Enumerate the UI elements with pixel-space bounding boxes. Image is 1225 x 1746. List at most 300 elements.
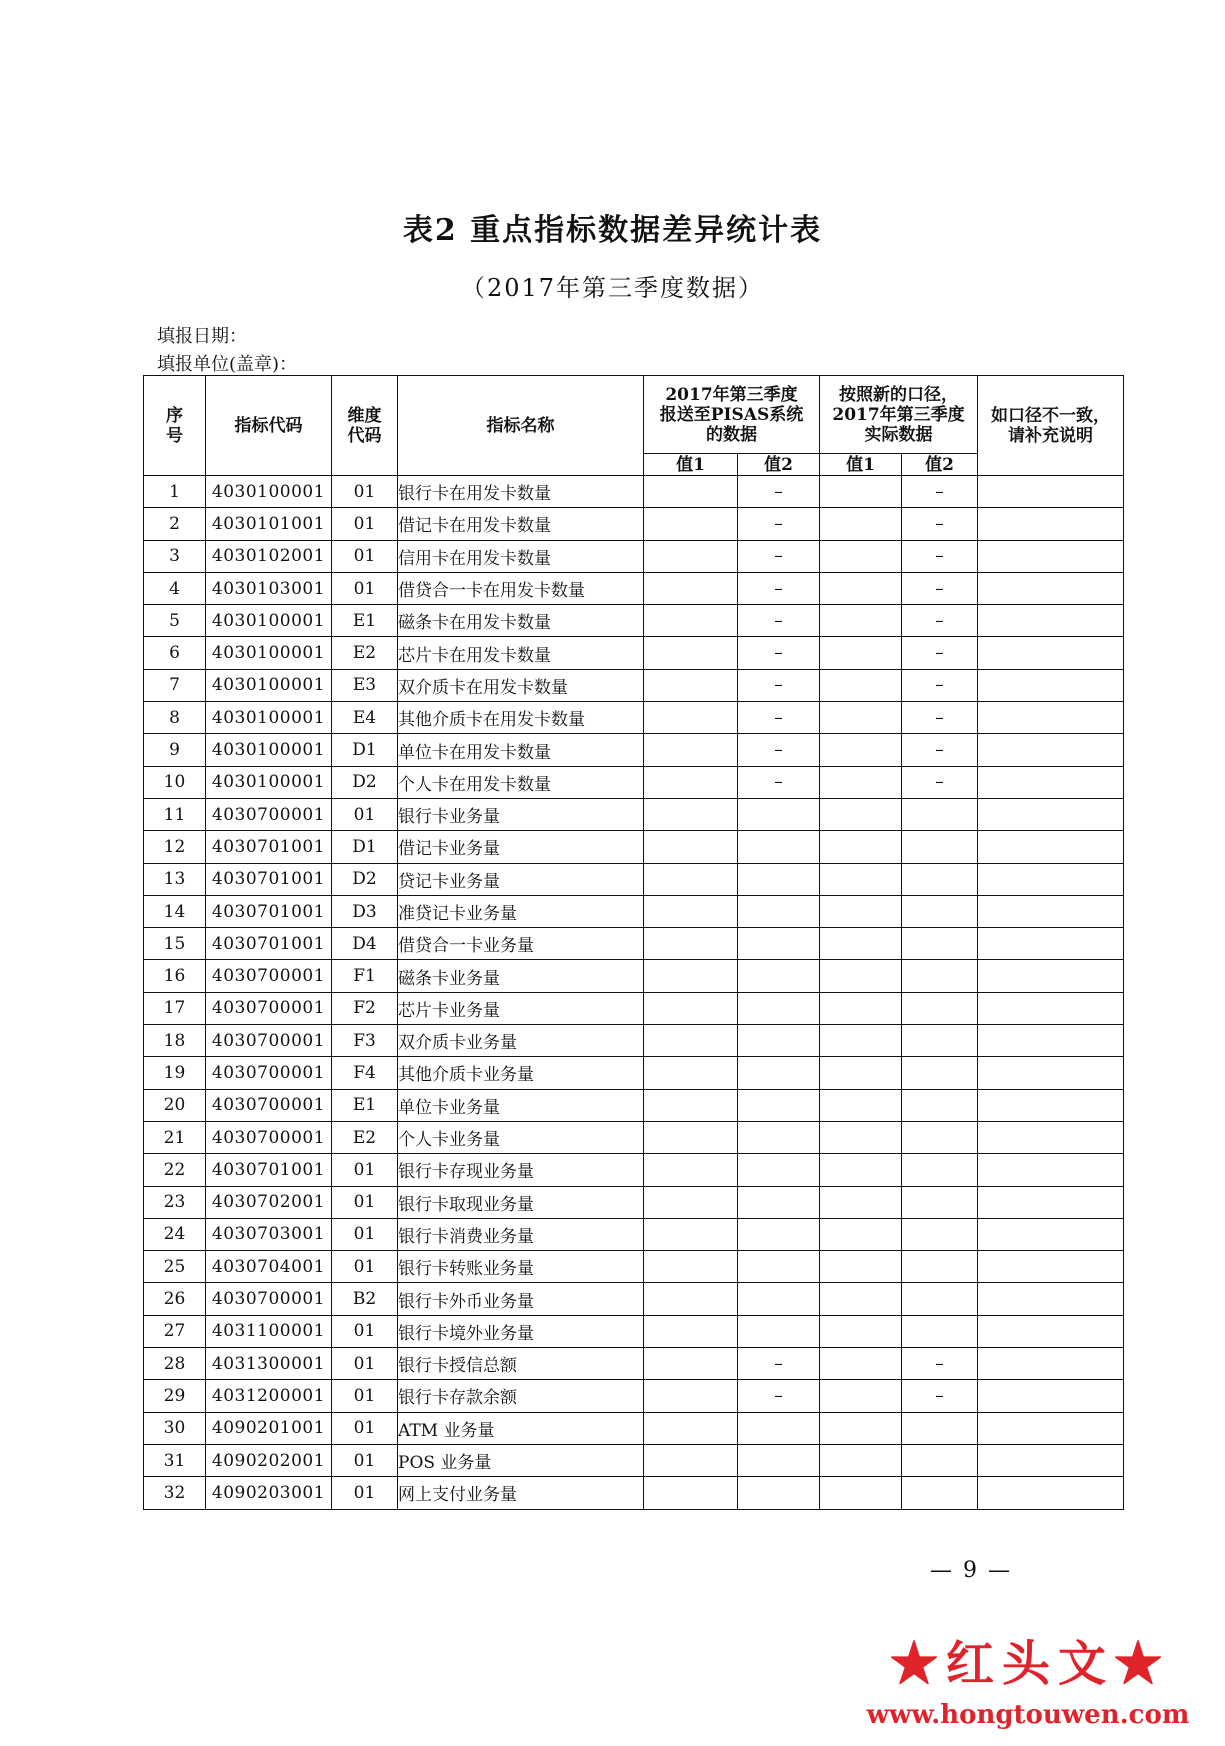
row-pisas-value1[interactable] — [644, 702, 738, 734]
row-dimension-code: 01 — [332, 1444, 398, 1476]
row-pisas-value1[interactable] — [644, 1444, 738, 1476]
row-indicator-name: 银行卡转账业务量 — [398, 1251, 644, 1283]
row-note[interactable] — [978, 766, 1124, 798]
row-new-value1[interactable] — [820, 1121, 902, 1153]
row-seq: 9 — [144, 734, 206, 766]
row-new-value1[interactable] — [820, 992, 902, 1024]
table-row — [144, 1348, 1124, 1380]
row-indicator-code: 4030700001 — [206, 992, 332, 1024]
row-new-value1[interactable] — [820, 508, 902, 540]
row-dimension-code: B2 — [332, 1283, 398, 1315]
table-row — [144, 831, 1124, 863]
table-row — [144, 540, 1124, 572]
fill-unit-label: 填报单位(盖章)： — [157, 354, 298, 375]
row-new-value2: – — [902, 637, 978, 669]
row-note[interactable] — [978, 1057, 1124, 1089]
row-pisas-value2[interactable] — [738, 798, 820, 830]
row-pisas-value2[interactable] — [738, 1251, 820, 1283]
row-new-value1[interactable] — [820, 831, 902, 863]
row-indicator-name: 信用卡在用发卡数量 — [398, 540, 644, 572]
row-new-value1[interactable] — [820, 1186, 902, 1218]
row-seq: 17 — [144, 992, 206, 1024]
row-new-value1[interactable] — [820, 863, 902, 895]
table-row — [144, 1412, 1124, 1444]
row-pisas-value2[interactable] — [738, 1121, 820, 1153]
table-row — [144, 1251, 1124, 1283]
row-new-value1[interactable] — [820, 1315, 902, 1347]
row-note[interactable] — [978, 540, 1124, 572]
table-row — [144, 1380, 1124, 1412]
row-pisas-value2[interactable] — [738, 1218, 820, 1250]
row-new-value2[interactable] — [902, 1477, 978, 1509]
header-code: 指标代码 — [206, 376, 332, 476]
row-pisas-value1[interactable] — [644, 992, 738, 1024]
row-pisas-value1[interactable] — [644, 960, 738, 992]
row-new-value2: – — [902, 572, 978, 604]
table-row — [144, 928, 1124, 960]
row-pisas-value1[interactable] — [644, 572, 738, 604]
row-dimension-code: F2 — [332, 992, 398, 1024]
table-row — [144, 960, 1124, 992]
table-row — [144, 1154, 1124, 1186]
row-indicator-code: 4030102001 — [206, 540, 332, 572]
row-new-value2[interactable] — [902, 1057, 978, 1089]
row-new-value2: – — [902, 476, 978, 508]
row-indicator-code: 4030700001 — [206, 1283, 332, 1315]
row-new-value1[interactable] — [820, 669, 902, 701]
row-indicator-name: 借记卡业务量 — [398, 831, 644, 863]
row-note[interactable] — [978, 1412, 1124, 1444]
row-pisas-value1[interactable] — [644, 605, 738, 637]
row-pisas-value1[interactable] — [644, 669, 738, 701]
row-pisas-value1[interactable] — [644, 1477, 738, 1509]
row-pisas-value2[interactable] — [738, 1154, 820, 1186]
row-pisas-value1[interactable] — [644, 1218, 738, 1250]
row-new-value2: – — [902, 1380, 978, 1412]
row-pisas-value1[interactable] — [644, 831, 738, 863]
row-indicator-code: 4090201001 — [206, 1412, 332, 1444]
row-indicator-name: 银行卡消费业务量 — [398, 1218, 644, 1250]
row-new-value2[interactable] — [902, 831, 978, 863]
row-dimension-code: D2 — [332, 863, 398, 895]
row-new-value1[interactable] — [820, 960, 902, 992]
row-new-value2[interactable] — [902, 1412, 978, 1444]
row-note[interactable] — [978, 1251, 1124, 1283]
row-indicator-name: 准贷记卡业务量 — [398, 895, 644, 927]
row-pisas-value1[interactable] — [644, 476, 738, 508]
row-pisas-value2[interactable] — [738, 960, 820, 992]
table-row — [144, 1218, 1124, 1250]
row-indicator-name: POS 业务量 — [398, 1444, 644, 1476]
row-indicator-name: 银行卡存款余额 — [398, 1380, 644, 1412]
row-indicator-code: 4030701001 — [206, 928, 332, 960]
row-new-value2[interactable] — [902, 863, 978, 895]
row-new-value1[interactable] — [820, 605, 902, 637]
row-indicator-code: 4030100001 — [206, 605, 332, 637]
row-indicator-name: 银行卡取现业务量 — [398, 1186, 644, 1218]
row-pisas-value1[interactable] — [644, 798, 738, 830]
row-seq: 11 — [144, 798, 206, 830]
row-indicator-code: 4030701001 — [206, 895, 332, 927]
row-pisas-value2: – — [738, 540, 820, 572]
row-seq: 29 — [144, 1380, 206, 1412]
row-pisas-value2[interactable] — [738, 1444, 820, 1476]
row-indicator-name: 磁条卡业务量 — [398, 960, 644, 992]
table-row — [144, 1186, 1124, 1218]
header-group-new-caliber: 按照新的口径，2017年第三季度实际数据 — [820, 376, 978, 454]
row-indicator-code: 4090202001 — [206, 1444, 332, 1476]
row-new-value2[interactable] — [902, 1121, 978, 1153]
row-pisas-value1[interactable] — [644, 863, 738, 895]
row-indicator-code: 4030700001 — [206, 1025, 332, 1057]
row-pisas-value2[interactable] — [738, 831, 820, 863]
row-new-value2[interactable] — [902, 895, 978, 927]
row-dimension-code: 01 — [332, 1477, 398, 1509]
row-pisas-value2: – — [738, 605, 820, 637]
row-pisas-value1[interactable] — [644, 508, 738, 540]
row-new-value2: – — [902, 669, 978, 701]
row-dimension-code: 01 — [332, 1348, 398, 1380]
row-indicator-name: 磁条卡在用发卡数量 — [398, 605, 644, 637]
row-note[interactable] — [978, 1025, 1124, 1057]
row-note[interactable] — [978, 960, 1124, 992]
row-pisas-value2[interactable] — [738, 863, 820, 895]
table-row — [144, 1444, 1124, 1476]
row-indicator-code: 4030100001 — [206, 734, 332, 766]
table-row — [144, 702, 1124, 734]
row-seq: 2 — [144, 508, 206, 540]
header-pisas-val1: 值1 — [644, 454, 738, 476]
row-pisas-value1[interactable] — [644, 766, 738, 798]
row-indicator-name: 双介质卡业务量 — [398, 1025, 644, 1057]
row-new-value1[interactable] — [820, 1154, 902, 1186]
row-dimension-code: D1 — [332, 734, 398, 766]
row-new-value2[interactable] — [902, 1444, 978, 1476]
row-dimension-code: E2 — [332, 1121, 398, 1153]
row-note[interactable] — [978, 572, 1124, 604]
table-row — [144, 1477, 1124, 1509]
row-new-value1[interactable] — [820, 1057, 902, 1089]
row-note[interactable] — [978, 1348, 1124, 1380]
row-indicator-name: 银行卡境外业务量 — [398, 1315, 644, 1347]
row-new-value2: – — [902, 508, 978, 540]
row-pisas-value1[interactable] — [644, 1154, 738, 1186]
row-new-value2[interactable] — [902, 798, 978, 830]
row-pisas-value1[interactable] — [644, 1412, 738, 1444]
row-pisas-value2[interactable] — [738, 1025, 820, 1057]
row-pisas-value1[interactable] — [644, 1121, 738, 1153]
row-pisas-value1[interactable] — [644, 1186, 738, 1218]
row-dimension-code: F3 — [332, 1025, 398, 1057]
row-new-value2[interactable] — [902, 1154, 978, 1186]
row-new-value1[interactable] — [820, 702, 902, 734]
row-new-value1[interactable] — [820, 928, 902, 960]
row-new-value1[interactable] — [820, 540, 902, 572]
table-row — [144, 895, 1124, 927]
row-new-value1[interactable] — [820, 766, 902, 798]
row-indicator-name: 芯片卡在用发卡数量 — [398, 637, 644, 669]
row-new-value2[interactable] — [902, 960, 978, 992]
row-pisas-value2[interactable] — [738, 1057, 820, 1089]
row-pisas-value2: – — [738, 476, 820, 508]
row-new-value2[interactable] — [902, 1025, 978, 1057]
table-row — [144, 508, 1124, 540]
table-row — [144, 734, 1124, 766]
row-note[interactable] — [978, 637, 1124, 669]
row-new-value1[interactable] — [820, 1380, 902, 1412]
row-new-value2: – — [902, 734, 978, 766]
row-seq: 26 — [144, 1283, 206, 1315]
row-indicator-code: 4030101001 — [206, 508, 332, 540]
row-pisas-value2: – — [738, 734, 820, 766]
row-indicator-name: 借记卡在用发卡数量 — [398, 508, 644, 540]
row-indicator-code: 4030100001 — [206, 637, 332, 669]
row-indicator-code: 4030701001 — [206, 863, 332, 895]
row-pisas-value2[interactable] — [738, 1477, 820, 1509]
row-new-value2[interactable] — [902, 1186, 978, 1218]
table-row — [144, 1315, 1124, 1347]
row-indicator-code: 4030703001 — [206, 1218, 332, 1250]
row-indicator-name: 双介质卡在用发卡数量 — [398, 669, 644, 701]
row-dimension-code: 01 — [332, 1315, 398, 1347]
row-note[interactable] — [978, 1186, 1124, 1218]
row-indicator-name: 其他介质卡业务量 — [398, 1057, 644, 1089]
row-new-value2[interactable] — [902, 1218, 978, 1250]
row-new-value2: – — [902, 540, 978, 572]
row-note[interactable] — [978, 798, 1124, 830]
row-new-value1[interactable] — [820, 637, 902, 669]
row-seq: 16 — [144, 960, 206, 992]
table-row — [144, 637, 1124, 669]
header-name: 指标名称 — [398, 376, 644, 476]
row-dimension-code: F1 — [332, 960, 398, 992]
row-seq: 24 — [144, 1218, 206, 1250]
row-indicator-code: 4030100001 — [206, 766, 332, 798]
table-row — [144, 1283, 1124, 1315]
row-note[interactable] — [978, 1380, 1124, 1412]
row-pisas-value2[interactable] — [738, 1089, 820, 1121]
row-new-value1[interactable] — [820, 1251, 902, 1283]
row-dimension-code: 01 — [332, 508, 398, 540]
row-dimension-code: 01 — [332, 1251, 398, 1283]
row-seq: 10 — [144, 766, 206, 798]
row-seq: 30 — [144, 1412, 206, 1444]
row-pisas-value2: – — [738, 1380, 820, 1412]
row-new-value1[interactable] — [820, 476, 902, 508]
row-seq: 4 — [144, 572, 206, 604]
row-new-value1[interactable] — [820, 572, 902, 604]
table-row — [144, 1089, 1124, 1121]
row-indicator-name: 网上支付业务量 — [398, 1477, 644, 1509]
row-pisas-value2[interactable] — [738, 992, 820, 1024]
row-note[interactable] — [978, 1121, 1124, 1153]
row-indicator-name: 借贷合一卡业务量 — [398, 928, 644, 960]
row-note[interactable] — [978, 895, 1124, 927]
row-pisas-value1[interactable] — [644, 1348, 738, 1380]
row-pisas-value2[interactable] — [738, 928, 820, 960]
row-new-value1[interactable] — [820, 1218, 902, 1250]
row-dimension-code: 01 — [332, 1186, 398, 1218]
fill-date-label: 填报日期： — [157, 326, 247, 347]
row-new-value2: – — [902, 1348, 978, 1380]
row-pisas-value1[interactable] — [644, 1380, 738, 1412]
row-new-value2: – — [902, 702, 978, 734]
table-row — [144, 669, 1124, 701]
row-note[interactable] — [978, 508, 1124, 540]
row-new-value1[interactable] — [820, 1444, 902, 1476]
row-new-value1[interactable] — [820, 798, 902, 830]
row-note[interactable] — [978, 1444, 1124, 1476]
row-seq: 27 — [144, 1315, 206, 1347]
row-seq: 32 — [144, 1477, 206, 1509]
row-seq: 23 — [144, 1186, 206, 1218]
row-dimension-code: E4 — [332, 702, 398, 734]
table-row — [144, 605, 1124, 637]
row-seq: 22 — [144, 1154, 206, 1186]
row-dimension-code: 01 — [332, 798, 398, 830]
row-indicator-name: 借贷合一卡在用发卡数量 — [398, 572, 644, 604]
row-note[interactable] — [978, 1089, 1124, 1121]
table-row — [144, 476, 1124, 508]
row-indicator-name: 其他介质卡在用发卡数量 — [398, 702, 644, 734]
row-seq: 13 — [144, 863, 206, 895]
row-indicator-code: 4031300001 — [206, 1348, 332, 1380]
row-indicator-code: 4030704001 — [206, 1251, 332, 1283]
row-new-value2[interactable] — [902, 992, 978, 1024]
row-indicator-name: 银行卡外币业务量 — [398, 1283, 644, 1315]
row-note[interactable] — [978, 734, 1124, 766]
row-seq: 25 — [144, 1251, 206, 1283]
row-new-value2: – — [902, 766, 978, 798]
row-pisas-value1[interactable] — [644, 540, 738, 572]
row-pisas-value2[interactable] — [738, 1315, 820, 1347]
row-indicator-code: 4090203001 — [206, 1477, 332, 1509]
row-dimension-code: 01 — [332, 540, 398, 572]
row-dimension-code: 01 — [332, 1380, 398, 1412]
row-pisas-value2[interactable] — [738, 1283, 820, 1315]
watermark-url: www.hongtouwen.com — [866, 1700, 1190, 1730]
header-seq: 序号 — [144, 376, 206, 476]
row-indicator-name: 个人卡在用发卡数量 — [398, 766, 644, 798]
row-indicator-code: 4030700001 — [206, 1057, 332, 1089]
row-new-value1[interactable] — [820, 1283, 902, 1315]
row-dimension-code: D4 — [332, 928, 398, 960]
watermark-logo: ★红头文★ — [889, 1636, 1170, 1692]
row-new-value1[interactable] — [820, 895, 902, 927]
row-pisas-value1[interactable] — [644, 1315, 738, 1347]
row-pisas-value2: – — [738, 766, 820, 798]
row-new-value1[interactable] — [820, 734, 902, 766]
row-seq: 14 — [144, 895, 206, 927]
row-new-value2: – — [902, 605, 978, 637]
row-seq: 20 — [144, 1089, 206, 1121]
row-note[interactable] — [978, 928, 1124, 960]
row-pisas-value1[interactable] — [644, 1283, 738, 1315]
row-dimension-code: E1 — [332, 1089, 398, 1121]
row-pisas-value1[interactable] — [644, 1025, 738, 1057]
row-seq: 18 — [144, 1025, 206, 1057]
row-pisas-value1[interactable] — [644, 1251, 738, 1283]
row-new-value2[interactable] — [902, 1283, 978, 1315]
row-note[interactable] — [978, 1218, 1124, 1250]
indicator-difference-table — [143, 375, 1124, 1510]
row-pisas-value2: – — [738, 637, 820, 669]
row-seq: 12 — [144, 831, 206, 863]
row-dimension-code: 01 — [332, 476, 398, 508]
document-title: 表2 重点指标数据差异统计表 — [402, 213, 823, 248]
row-new-value2[interactable] — [902, 1251, 978, 1283]
row-seq: 31 — [144, 1444, 206, 1476]
row-note[interactable] — [978, 605, 1124, 637]
table-row — [144, 1057, 1124, 1089]
row-indicator-code: 4030702001 — [206, 1186, 332, 1218]
row-pisas-value2[interactable] — [738, 1186, 820, 1218]
row-seq: 5 — [144, 605, 206, 637]
row-new-value2[interactable] — [902, 1315, 978, 1347]
row-pisas-value1[interactable] — [644, 928, 738, 960]
row-dimension-code: D2 — [332, 766, 398, 798]
table-row — [144, 1121, 1124, 1153]
row-indicator-code: 4030100001 — [206, 702, 332, 734]
row-indicator-code: 4030700001 — [206, 1121, 332, 1153]
row-new-value2[interactable] — [902, 1089, 978, 1121]
row-pisas-value2[interactable] — [738, 1412, 820, 1444]
row-dimension-code: F4 — [332, 1057, 398, 1089]
header-note: 如口径不一致，请补充说明 — [978, 376, 1124, 476]
row-indicator-name: 银行卡存现业务量 — [398, 1154, 644, 1186]
row-new-value1[interactable] — [820, 1412, 902, 1444]
row-new-value1[interactable] — [820, 1089, 902, 1121]
row-pisas-value2: – — [738, 508, 820, 540]
row-seq: 21 — [144, 1121, 206, 1153]
row-dimension-code: E1 — [332, 605, 398, 637]
row-new-value1[interactable] — [820, 1477, 902, 1509]
page-number: — 9 — — [930, 1558, 1012, 1583]
row-dimension-code: 01 — [332, 1218, 398, 1250]
row-seq: 15 — [144, 928, 206, 960]
row-indicator-name: 银行卡业务量 — [398, 798, 644, 830]
row-note[interactable] — [978, 831, 1124, 863]
row-note[interactable] — [978, 702, 1124, 734]
row-indicator-code: 4030100001 — [206, 669, 332, 701]
row-new-value1[interactable] — [820, 1348, 902, 1380]
row-note[interactable] — [978, 863, 1124, 895]
document-subtitle: （2017年第三季度数据） — [460, 274, 765, 302]
row-new-value2[interactable] — [902, 928, 978, 960]
row-note[interactable] — [978, 1315, 1124, 1347]
row-pisas-value2[interactable] — [738, 895, 820, 927]
row-indicator-name: 单位卡在用发卡数量 — [398, 734, 644, 766]
row-pisas-value1[interactable] — [644, 895, 738, 927]
row-indicator-code: 4031200001 — [206, 1380, 332, 1412]
row-note[interactable] — [978, 992, 1124, 1024]
row-note[interactable] — [978, 1154, 1124, 1186]
row-pisas-value1[interactable] — [644, 734, 738, 766]
row-new-value1[interactable] — [820, 1025, 902, 1057]
row-indicator-name: 芯片卡业务量 — [398, 992, 644, 1024]
row-note[interactable] — [978, 476, 1124, 508]
row-seq: 3 — [144, 540, 206, 572]
row-note[interactable] — [978, 669, 1124, 701]
row-dimension-code: E2 — [332, 637, 398, 669]
row-pisas-value1[interactable] — [644, 637, 738, 669]
row-pisas-value1[interactable] — [644, 1057, 738, 1089]
row-pisas-value1[interactable] — [644, 1089, 738, 1121]
row-note[interactable] — [978, 1283, 1124, 1315]
row-note[interactable] — [978, 1477, 1124, 1509]
row-indicator-name: 贷记卡业务量 — [398, 863, 644, 895]
row-indicator-name: 单位卡业务量 — [398, 1089, 644, 1121]
